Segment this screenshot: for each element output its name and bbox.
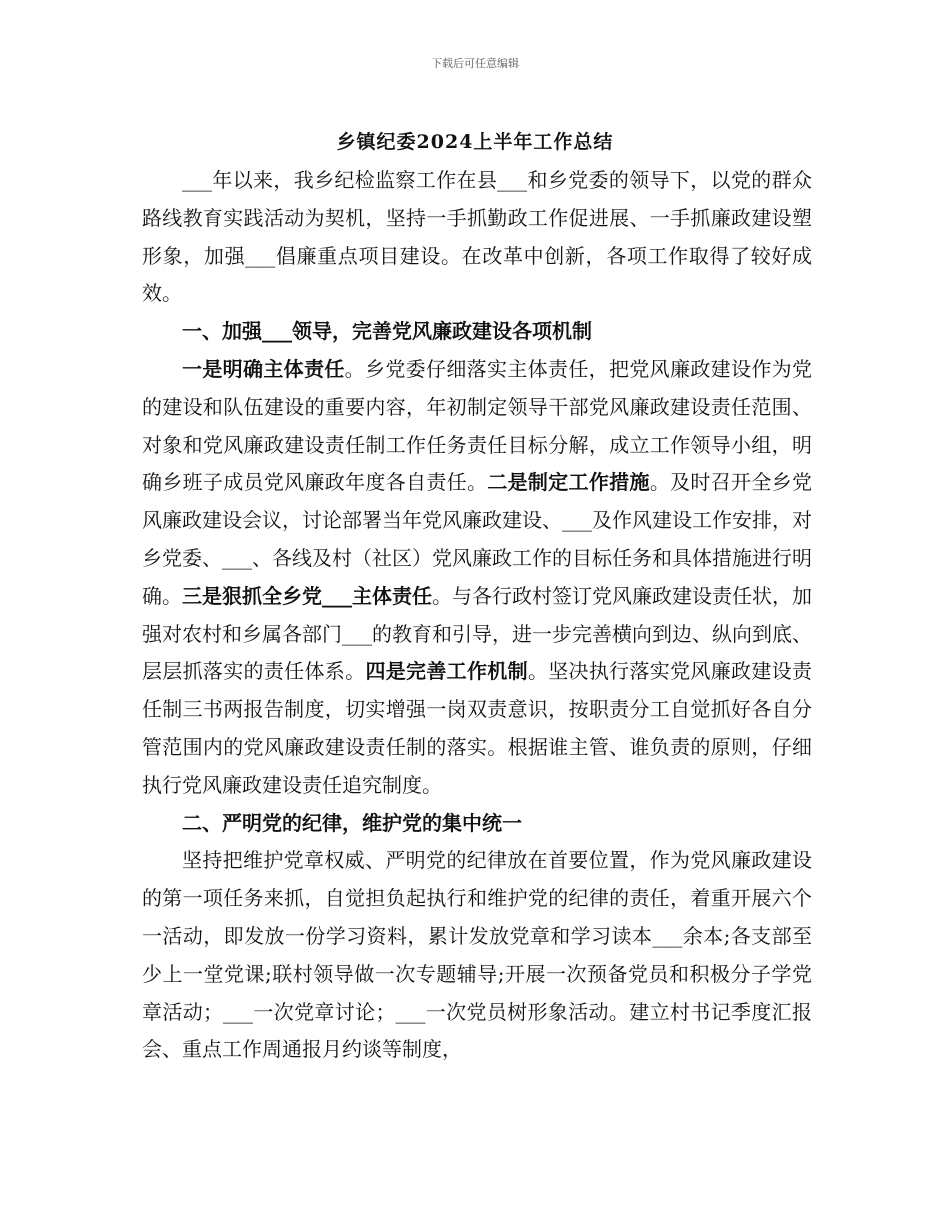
point-4-text: 。坚决执行落实党风廉政建设责任制三书两报告制度，切实增强一岗双责意识，按职责分工自觉抓好各自分管范围内的党风廉政建设责任制的落实。根据谁主管、谁负责的原则，仔细执行党风廉政建设责任追究制度。 [142,659,812,797]
point-4-label: 四是完善工作机制 [365,659,528,684]
point-1-text: 。乡党委仔细落实主体责任，把党风廉政建设作为党的建设和队伍建设的重要内容，年初制定领导干部党风廉政建设责任范围、对象和党风廉政建设责任制工作任务责任目标分解，成立工作领导小组，明确乡班子成员党风廉政年度各自责任。 [142,356,813,495]
document-title: 乡镇纪委2024上半年工作总结 [336,131,614,153]
section-2-paragraph: 坚持把维护党章权威、严明党的纪律放在首要位置，作为党风廉政建设的第一项任务来抓，自觉担负起执行和维护党的纪律的责任，着重开展六个一活动，即发放一份学习资料，累计发放党章和学习读本___余本;各支部至少上一堂党课;联村领导做一次专题辅导;开展一次预备党员和积极分子学党章活动；___一次党章讨论；___一次党员树形象活动。建立村书记季度汇报会、重点工作周通报月约谈等制度， [142,848,812,1062]
point-3-label: 三是狠抓全乡党___主体责任 [182,583,432,608]
point-2-label: 二是制定工作措施 [487,470,650,495]
point-3-text: 。与各行政村签订党风廉政建设责任状，加强对农村和乡属各部门___的教育和引导，进一步完善横向到边、纵向到底、层层抓落实的责任体系。 [142,583,812,684]
section-heading-1: 一、加强___领导，完善党风廉政建设各项机制 [182,319,592,344]
section-1-paragraph [142,351,812,805]
point-1-label: 一是明确主体责任 [182,356,345,381]
section-heading-2: 二、严明党的纪律，维护党的集中统一 [182,810,522,835]
document-body [142,162,812,1069]
intro-paragraph: ___年以来，我乡纪检监察工作在县___和乡党委的领导下，以党的群众路线教育实践活动为契机，坚持一手抓勤政工作促进展、一手抓廉政建设塑形象，加强___倡廉重点项目建设。在改革中创新，各项工作取得了较好成效。 [142,168,812,306]
point-2-text: 。及时召开全乡党风廉政建设会议，讨论部署当年党风廉政建设、___及作风建设工作安排，对乡党委、___、各线及村（社区）党风廉政工作的目标任务和具体措施进行明确。 [142,470,812,608]
header-note: 下载后可任意编辑 [431,57,519,70]
